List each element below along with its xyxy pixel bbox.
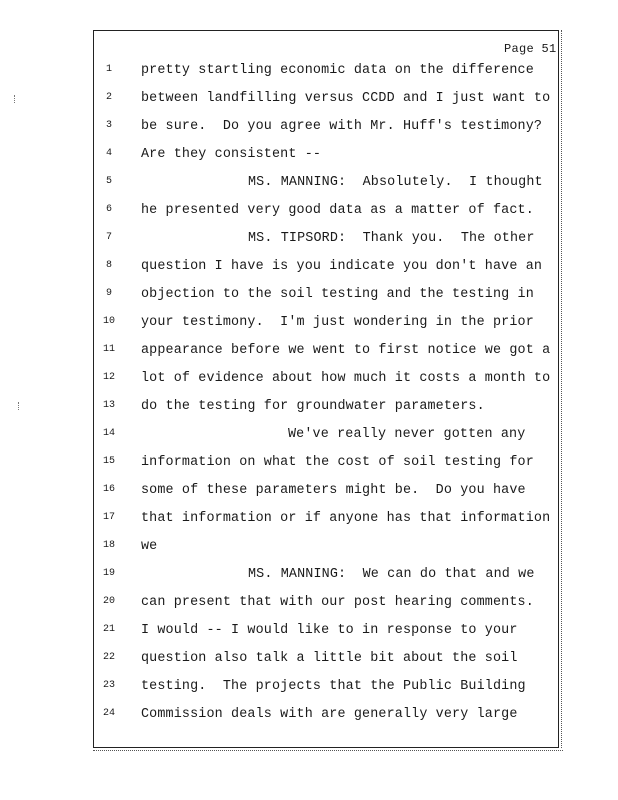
transcript-line: MS. TIPSORD: Thank you. The other: [248, 231, 535, 246]
line-number: 14: [102, 428, 115, 439]
line-number: 23: [102, 680, 115, 691]
transcript-page-frame: [93, 30, 559, 748]
line-number: 11: [102, 344, 115, 355]
transcript-line: appearance before we went to first notice we got a: [141, 343, 551, 358]
transcript-line: can present that with our post hearing comments.: [141, 595, 534, 610]
transcript-line: information on what the cost of soil testing for: [141, 455, 534, 470]
line-number: 10: [102, 316, 115, 327]
transcript-line: question also talk a little bit about the soil: [141, 651, 518, 666]
line-number: 7: [105, 232, 112, 243]
transcript-line: We've really never gotten any: [288, 427, 526, 442]
line-number: 5: [105, 176, 112, 187]
margin-scan-mark: [18, 402, 21, 410]
line-number: 4: [105, 148, 112, 159]
line-number: 12: [102, 372, 115, 383]
page-edge-dotted-bottom: [93, 750, 563, 754]
line-number: 22: [102, 652, 115, 663]
line-number: 2: [105, 92, 112, 103]
margin-scan-mark: [14, 95, 17, 103]
transcript-line: Commission deals with are generally very large: [141, 707, 518, 722]
page-edge-dotted-right: [561, 30, 565, 748]
transcript-line: MS. MANNING: We can do that and we: [248, 567, 535, 582]
line-number: 19: [102, 568, 115, 579]
transcript-line: pretty startling economic data on the difference: [141, 63, 534, 78]
line-number: 18: [102, 540, 115, 551]
transcript-line: some of these parameters might be. Do you have: [141, 483, 526, 498]
transcript-line: we: [141, 539, 158, 554]
line-number: 1: [105, 64, 112, 75]
line-number: 6: [105, 204, 112, 215]
line-number: 24: [102, 708, 115, 719]
transcript-line: be sure. Do you agree with Mr. Huff's testimony?: [141, 119, 543, 134]
line-number: 13: [102, 400, 115, 411]
transcript-line: your testimony. I'm just wondering in the prior: [141, 315, 534, 330]
transcript-line: objection to the soil testing and the testing in: [141, 287, 534, 302]
line-number: 8: [105, 260, 112, 271]
line-number: 21: [102, 624, 115, 635]
transcript-line: Are they consistent --: [141, 147, 322, 162]
line-number: 20: [102, 596, 115, 607]
transcript-line: I would -- I would like to in response to your: [141, 623, 518, 638]
transcript-line: lot of evidence about how much it costs a month to: [141, 371, 551, 386]
page-number: Page 51: [504, 42, 557, 56]
transcript-line: do the testing for groundwater parameters.: [141, 399, 485, 414]
line-number: 17: [102, 512, 115, 523]
line-number: 16: [102, 484, 115, 495]
line-number: 9: [105, 288, 112, 299]
transcript-line: testing. The projects that the Public Building: [141, 679, 526, 694]
transcript-line: MS. MANNING: Absolutely. I thought: [248, 175, 543, 190]
transcript-line: he presented very good data as a matter of fact.: [141, 203, 534, 218]
line-number: 3: [105, 120, 112, 131]
line-number: 15: [102, 456, 115, 467]
transcript-line: between landfilling versus CCDD and I just want to: [141, 91, 551, 106]
transcript-line: question I have is you indicate you don't have an: [141, 259, 543, 274]
transcript-line: that information or if anyone has that information: [141, 511, 551, 526]
